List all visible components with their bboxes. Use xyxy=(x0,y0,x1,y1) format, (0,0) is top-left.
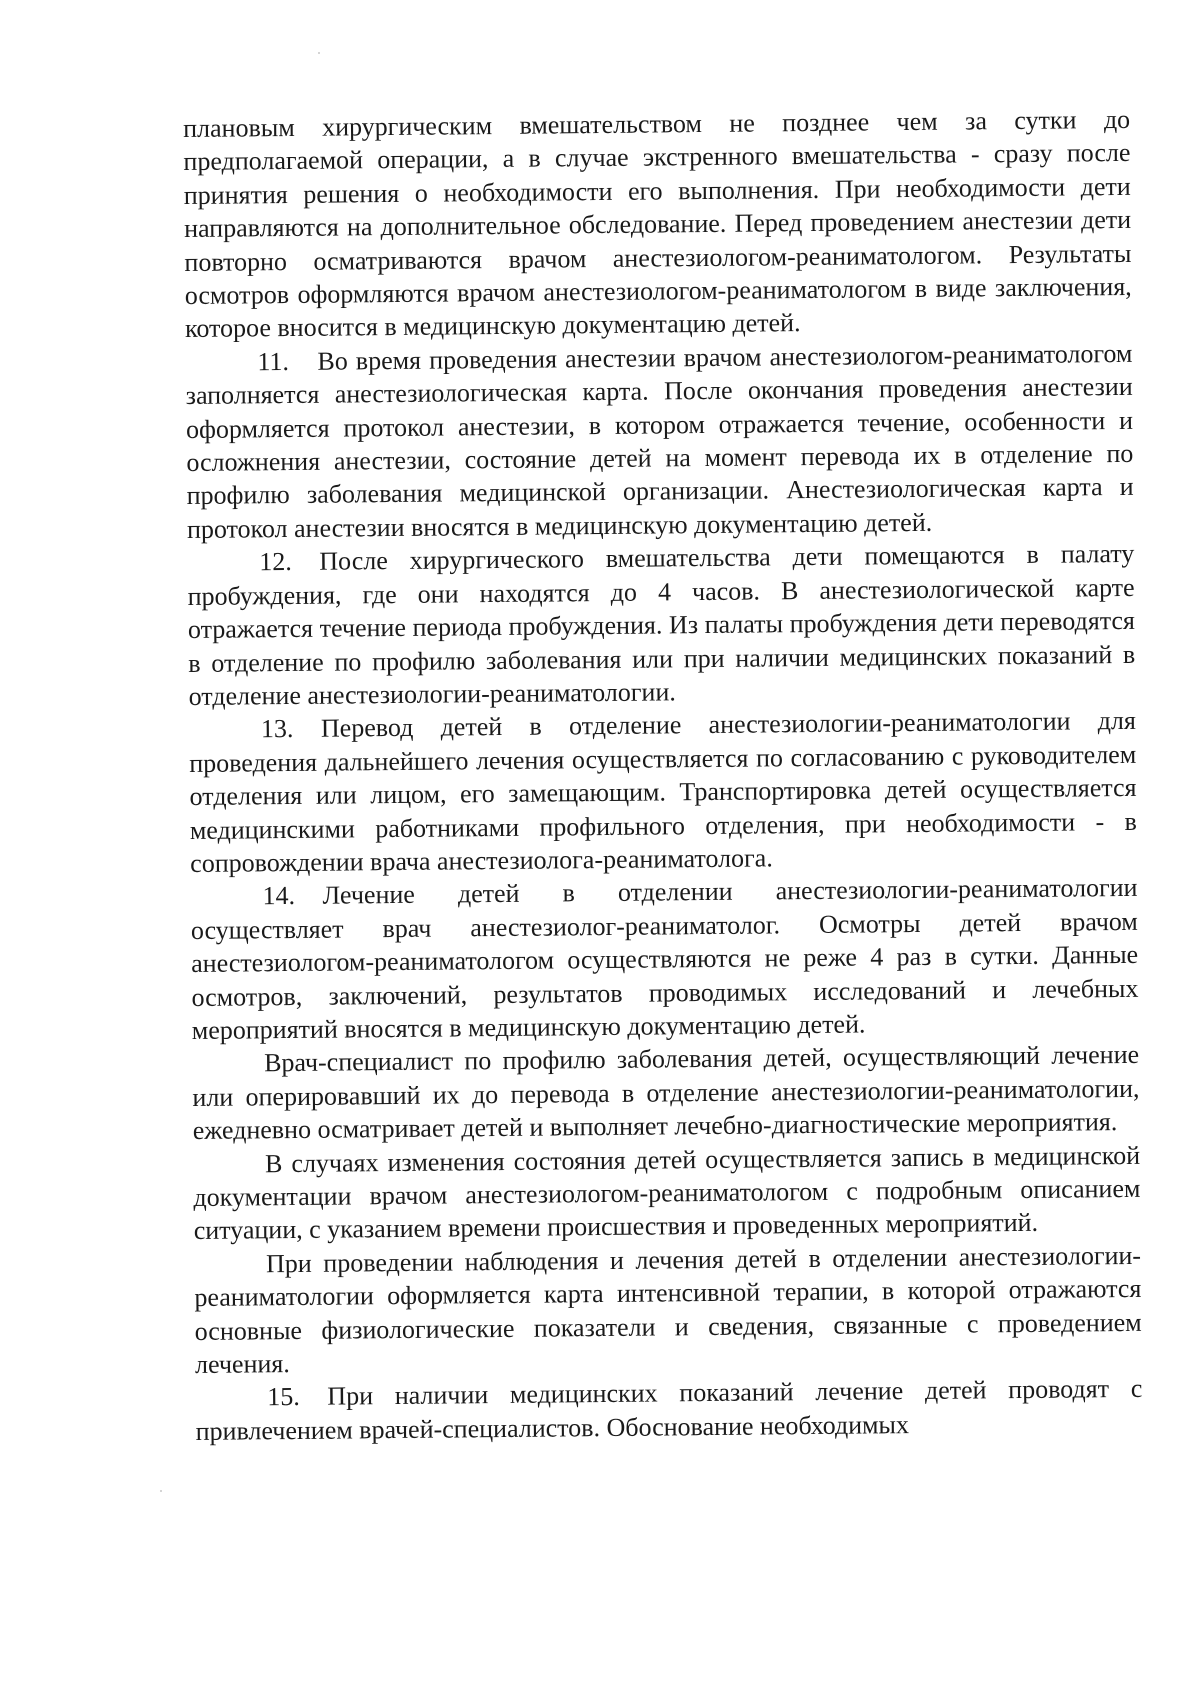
scan-speck xyxy=(160,1490,162,1492)
paragraph-number: 14. xyxy=(262,881,296,911)
paragraph-text: Врач-специалист по профилю заболевания детей, осуществляющий лечение или оперировавший их до перевода в отделение анестезиологии-реаниматологии, ежедневно осматривает детей и выполняет лечебно-диагностические мероприятия. xyxy=(192,1040,1140,1146)
paragraph-14 xyxy=(190,871,1139,1047)
paragraph-number: 15. xyxy=(267,1382,300,1412)
paragraph-number: 12. xyxy=(259,547,292,577)
paragraph-continuation xyxy=(183,103,1132,346)
scan-speck xyxy=(318,52,320,54)
paragraph-intensive-care-card xyxy=(194,1239,1142,1382)
paragraph-text: Перевод детей в отделение анестезиологии-реаниматологии для проведения дальнейшего лечения осуществляется по согласованию с руководителем отделения или лицом, его замещающим. Транспортировка детей осуществляется медицинскими работниками профильного отделения, при необходимости - в сопровождении врача анестезиолога-реаниматолога. xyxy=(189,706,1137,878)
paragraph-number: 13. xyxy=(260,714,294,744)
document-body xyxy=(183,103,1143,1448)
paragraph-text: После хирургического вмешательства дети помещаются в палату пробуждения, где они находятся до 4 часов. В анестезиологической карте отражается течение периода пробуждения. Из палаты пробуждения дети переводятся в отделение по профилю заболевания или при наличии медицинских показаний в отделение анестезиологии-реаниматологии. xyxy=(187,539,1136,711)
paragraph-text: При наличии медицинских показаний лечение детей проводят с привлечением врачей-специалистов. Обоснование необходимых xyxy=(195,1374,1143,1446)
paragraph-state-change xyxy=(193,1138,1141,1247)
paragraph-text: Лечение детей в отделении анестезиологии-реаниматологии осуществляет врач анестезиолог-реаниматолог. Осмотры детей врачом анестезиологом-реаниматологом осуществляются не реже 4 раз в сутки. Данные осмотров, заключений, результатов проводимых исследований и лечебных мероприятий вносятся в медицинскую документацию детей. xyxy=(190,873,1139,1045)
paragraph-text: плановым хирургическим вмешательством не позднее чем за сутки до предполагаемой операции, а в случае экстренного вмешательства - сразу после принятия решения о необходимости его выполнения. При необходимости дети направляются на дополнительное обследование. Перед проведением анестезии дети повторно осматриваются врачом анестезиологом-реаниматологом. Результаты осмотров оформляются врачом анестезиологом-реаниматологом в виде заключения, которое вносится в медицинскую документацию детей. xyxy=(183,104,1132,344)
paragraph-13 xyxy=(189,704,1138,880)
paragraph-11 xyxy=(185,337,1134,547)
paragraph-text: В случаях изменения состояния детей осуществляется запись в медицинской документации врачом анестезиологом-реаниматологом с подробным описанием ситуации, с указанием времени происшествия и проведенных мероприятий. xyxy=(193,1140,1141,1246)
paragraph-15 xyxy=(195,1372,1143,1448)
paragraph-12 xyxy=(187,537,1136,713)
paragraph-specialist xyxy=(192,1038,1140,1147)
paragraph-number: 11. xyxy=(257,346,290,377)
paragraph-text: При проведении наблюдения и лечения детей в отделении анестезиологии-реаниматологии оформляется карта интенсивной терапии, в которой отражаются основные физиологические показатели и сведения, связанные с проведением лечения. xyxy=(194,1240,1142,1379)
paragraph-text: Во время проведения анестезии врачом анестезиологом-реаниматологом заполняется анестезиологическая карта. После окончания проведения анестезии оформляется протокол анестезии, в котором отражается течение, особенности и осложнения анестезии, состояние детей на момент перевода их в отделение по профилю заболевания медицинской организации. Анестезиологическая карта и протокол анестезии вносятся в медицинскую документацию детей. xyxy=(185,338,1134,544)
